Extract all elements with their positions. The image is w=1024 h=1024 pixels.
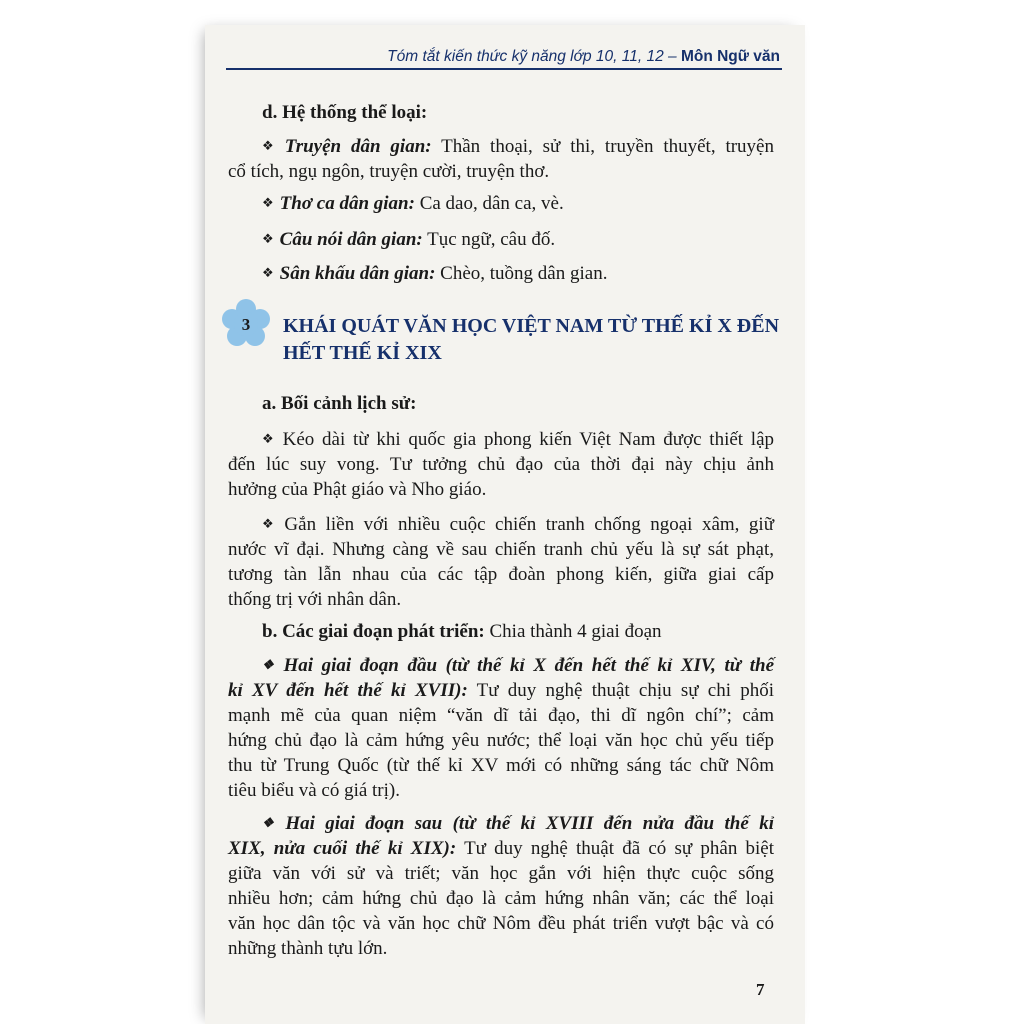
- paragraph-b1-line2: [228, 679, 774, 703]
- paragraph-a2-line1: [262, 513, 774, 538]
- paragraph-a1-line3: hưởng của Phật giáo và Nho giáo.: [228, 479, 487, 500]
- diamond-bullet-icon: ❖: [262, 138, 279, 153]
- paragraph-b2-line4: nhiều hơn; cảm hứng chủ đạo là cảm hứng nhân văn; các thể loại: [228, 888, 774, 909]
- paragraph-b1-line6: tiêu biểu và có giá trị).: [228, 780, 400, 801]
- item-label: kỉ XV đến hết thế kỉ XVII):: [228, 680, 468, 701]
- subject-title: Môn Ngữ văn: [680, 48, 780, 65]
- paragraph-a2-line2: nước vĩ đại. Nhưng càng về sau chiến tranh chủ yếu là sự sát phạt,: [228, 539, 774, 560]
- paragraph-b2-line5: văn học dân tộc và văn học chữ Nôm đều phát triển vượt bậc và có: [228, 913, 774, 934]
- item-label: Thơ ca dân gian:: [279, 193, 415, 214]
- line-text: Hai giai đoạn đầu (từ thế kỉ X đến hết thế kỉ XIV, từ thế: [283, 655, 774, 676]
- paragraph-a2-line3: tương tàn lẫn nhau của các tập đoàn phong kiến, giữa giai cấp: [228, 564, 774, 585]
- item-text: Tư duy nghệ thuật chịu sự chi phối: [467, 680, 774, 701]
- list-item-folk-sayings: [262, 228, 555, 253]
- running-title: Tóm tắt kiến thức kỹ năng lớp 10, 11, 12 –: [387, 48, 681, 65]
- heading-label: b. Các giai đoạn phát triển:: [262, 621, 485, 642]
- line-text: Gắn liền với nhiều cuộc chiến tranh chống ngoại xâm, giữ: [284, 514, 774, 535]
- paragraph-b1-line5: thu từ Trung Quốc (từ thế kỉ XV mới có những sáng tác chữ Nôm: [228, 755, 774, 776]
- list-item-folk-theatre: [262, 262, 607, 287]
- item-label: Sân khấu dân gian:: [279, 263, 436, 284]
- heading-b: [262, 620, 662, 644]
- diamond-bullet-icon: ❖: [262, 657, 278, 672]
- paragraph-b2-line3: giữa văn với sử và triết; văn học gắn với hiện thực cuộc sống: [228, 863, 774, 884]
- paragraph-b2-line2: [228, 837, 774, 861]
- heading-d: d. Hệ thống thể loại:: [262, 102, 428, 123]
- section-title-line1: KHÁI QUÁT VĂN HỌC VIỆT NAM TỪ THẾ KỈ X ĐẾN: [283, 315, 780, 337]
- item-text: Thần thoại, sử thi, truyền thuyết, truyện: [431, 136, 774, 157]
- paragraph-b2-line6: những thành tựu lớn.: [228, 938, 388, 959]
- heading-text: Chia thành 4 giai đoạn: [484, 621, 662, 642]
- section-number: 3: [241, 315, 251, 334]
- line-text: Hai giai đoạn sau (từ thế kỉ XVIII đến nửa đầu thế kỉ: [285, 813, 774, 834]
- list-item-folk-tales-cont: cổ tích, ngụ ngôn, truyện cười, truyện thơ.: [228, 161, 550, 182]
- item-text: Tục ngữ, câu đố.: [422, 229, 556, 250]
- paragraph-b1-line3: mạnh mẽ của quan niệm “văn dĩ tải đạo, thi dĩ ngôn chí”; cảm: [228, 705, 774, 726]
- heading-a: a. Bối cảnh lịch sử:: [262, 393, 417, 414]
- running-header: [370, 48, 780, 66]
- diamond-bullet-icon: ❖: [262, 516, 279, 531]
- list-item-folk-tales: [262, 135, 774, 160]
- list-item-folk-poetry: [262, 192, 564, 217]
- paragraph-a2-line4: thống trị với nhân dân.: [228, 589, 402, 610]
- paragraph-b2-line1: [262, 812, 774, 837]
- item-text: Ca dao, dân ca, vè.: [414, 193, 564, 214]
- header-rule: [226, 68, 782, 70]
- item-text: Tư duy nghệ thuật đã có sự phân biệt: [456, 838, 775, 859]
- paragraph-a1-line1: [262, 428, 774, 453]
- item-label: XIX, nửa cuối thế kỉ XIX):: [228, 838, 457, 859]
- diamond-bullet-icon: ❖: [262, 231, 274, 246]
- line-text: Kéo dài từ khi quốc gia phong kiến Việt Nam được thiết lập: [282, 429, 775, 450]
- flower-icon: [220, 298, 272, 350]
- diamond-bullet-icon: ❖: [262, 195, 274, 210]
- item-label: Truyện dân gian:: [284, 136, 432, 157]
- paragraph-a1-line2: đến lúc suy vong. Tư tưởng chủ đạo của thời đại này chịu ảnh: [228, 454, 774, 475]
- diamond-bullet-icon: ❖: [262, 815, 280, 830]
- paragraph-b1-line4: hứng chủ đạo là cảm hứng yêu nước; thể loại văn học chủ yếu tiếp: [228, 730, 774, 751]
- paragraph-b1-line1: [262, 654, 774, 679]
- diamond-bullet-icon: ❖: [262, 265, 274, 280]
- section-title-line2: HẾT THẾ KỈ XIX: [283, 342, 442, 364]
- page-number: 7: [756, 980, 765, 999]
- item-label: Câu nói dân gian:: [279, 229, 423, 250]
- item-text: Chèo, tuồng dân gian.: [435, 263, 608, 284]
- diamond-bullet-icon: ❖: [262, 431, 277, 446]
